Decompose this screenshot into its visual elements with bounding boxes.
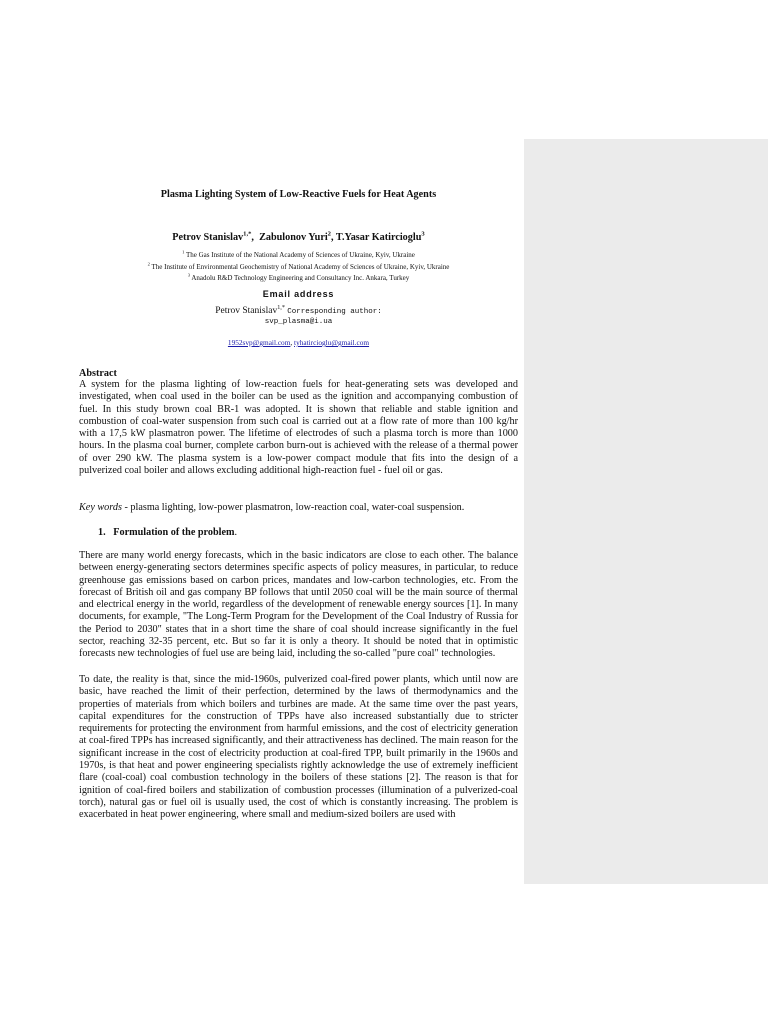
author-list: Petrov Stanislav$^{1,*}$, Zabulonov Yuri$^2$, T.Yasar Katircioglu$^3$	[172, 230, 425, 243]
affiliation-text: The Gas Institute of the National Academy of Sciences of Ukraine, Kyiv, Ukraine	[185, 251, 415, 259]
body-paragraph: There are many world energy forecasts, which in the basic indicators are close to each other. The balance between energy-generating sectors determines specific aspects of policy measures, in particular, to reduce greenhouse gas emissions based on carbon prices, mandates and low-carbon technologies, etc. From the forecast of British oil and gas company BP follows that until 2050 coal will be the main source of thermal and electrical energy in the world, regardless of the development of renewable energy sources [1]. In many documents, for example, "The Long-Term Program for the Development of the Coal Industry of Russia for the Period to 2030" states that in a short time the share of coal should increase significantly in the fuel sector, reaching 32-35 percent, etc. But so far it is only a theory. It should be noted that in optimistic forecasts new technologies of fuel use are being laid, including the so-called "pure coal" technologies.	[79, 550, 518, 660]
author-name: Petrov Stanislav	[172, 232, 244, 243]
email-link[interactable]: 1952svp@gmail.com	[227, 338, 291, 347]
comment-pane	[524, 139, 768, 884]
affiliation-superscript: 3	[187, 272, 190, 278]
email-heading: Email address	[262, 289, 335, 299]
keywords-label: Key words	[79, 502, 122, 513]
abstract-text: A system for the plasma lighting of low-reaction fuels for heat-generating sets was developed and investigated, when coal used in the boiler can be used as the ignition and accompanying combustion of fuel. In this study brown coal BR-1 was adopted. It is shown that reliable and stable ignition and combustion of coal-water suspension from such coal is carried out at a flow rate of more than 100 kg/hr with a 17,5 kW plasmatron power. The lifetime of electrodes of such a plasma torch is more than 1000 hours. In the plasma coal burner, complete carbon burn-out is achieved with the release of a thermal power of over 290 kW. The plasma system is a low-power compact module that fits into the design of a pulverized coal boiler and allows excluding additional high-reaction fuel - fuel oil or gas.	[79, 379, 518, 477]
author-superscript: 3	[421, 230, 425, 238]
affiliation-superscript: 1	[182, 249, 185, 255]
corresponding-author-line	[79, 306, 518, 316]
paper-title: Plasma Lighting System of Low-Reactive Fuels for Heat Agents	[160, 189, 437, 200]
keywords-paragraph	[79, 502, 518, 514]
abstract-heading: Abstract	[79, 368, 117, 379]
email-link[interactable]: tyhatircioglu@gmail.com	[294, 338, 370, 347]
affiliation-line	[79, 273, 518, 285]
author-name: Zabulonov Yuri	[259, 232, 328, 243]
affiliation-superscript: 2	[147, 261, 150, 267]
author-superscript: 1,*	[243, 230, 252, 238]
corresponding-author-label: Corresponding author:	[287, 308, 382, 316]
author-name: T.Yasar Katircioglu	[335, 232, 422, 243]
affiliation-line	[79, 250, 518, 262]
affiliation-text: Anadolu R&D Technology Engineering and Consultancy Inc. Ankara, Turkey	[191, 274, 410, 282]
corresponding-author-email: svp_plasma@i.ua	[264, 318, 333, 326]
section-title-period: .	[234, 527, 238, 538]
email-separator: ,	[290, 338, 295, 347]
affiliation-line	[79, 262, 518, 274]
affiliation-list	[79, 250, 518, 285]
email-links	[79, 338, 518, 347]
author-superscript: 2	[327, 230, 331, 238]
section-number: 1.	[98, 527, 106, 538]
section-title: Formulation of the problem	[113, 527, 235, 538]
affiliation-text: The Institute of Environmental Geochemistry of National Academy of Sciences of Ukraine, Kyiv, Ukraine	[151, 262, 450, 271]
body-paragraph: To date, the reality is that, since the mid-1960s, pulverized coal-fired power plants, which until now are basic, have reached the limit of their perfection, determined by the laws of thermodynamics and the properties of materials from which boilers and turbines are made. At the same time over the past years, capital expenditures for the construction of TPPs have also increased substantially due to stricter requirements for protecting the environment from harmful emissions, and the cost of electricity generation at coal-fired TPPs has increased significantly, and their attractiveness has declined. The main reason for the significant increase in the cost of electricity production at coal-fired TPP, built primarily in the 1960s and 1970s, is that heat and power engineering specialists rightly acknowledge the use of extremely inefficient flare (coal-coal) coal combustion technology in the boilers of these stations [2]. The reason is that for ignition of coal-fired boilers and stabilization of combustion processes (illumination of a pulverized-coal torch), natural gas or fuel oil is usually used, the cost of which is constantly increasing. The problem is exacerbated in heat power engineering, where small and medium-sized boilers are used with	[79, 674, 518, 821]
corresponding-author-superscript: 1,*	[277, 304, 285, 311]
keywords-text: - plasma lighting, low-power plasmatron, low-reaction coal, water-coal suspension.	[121, 502, 465, 513]
section-heading	[98, 527, 237, 538]
corresponding-author-name: Petrov Stanislav	[215, 306, 278, 316]
